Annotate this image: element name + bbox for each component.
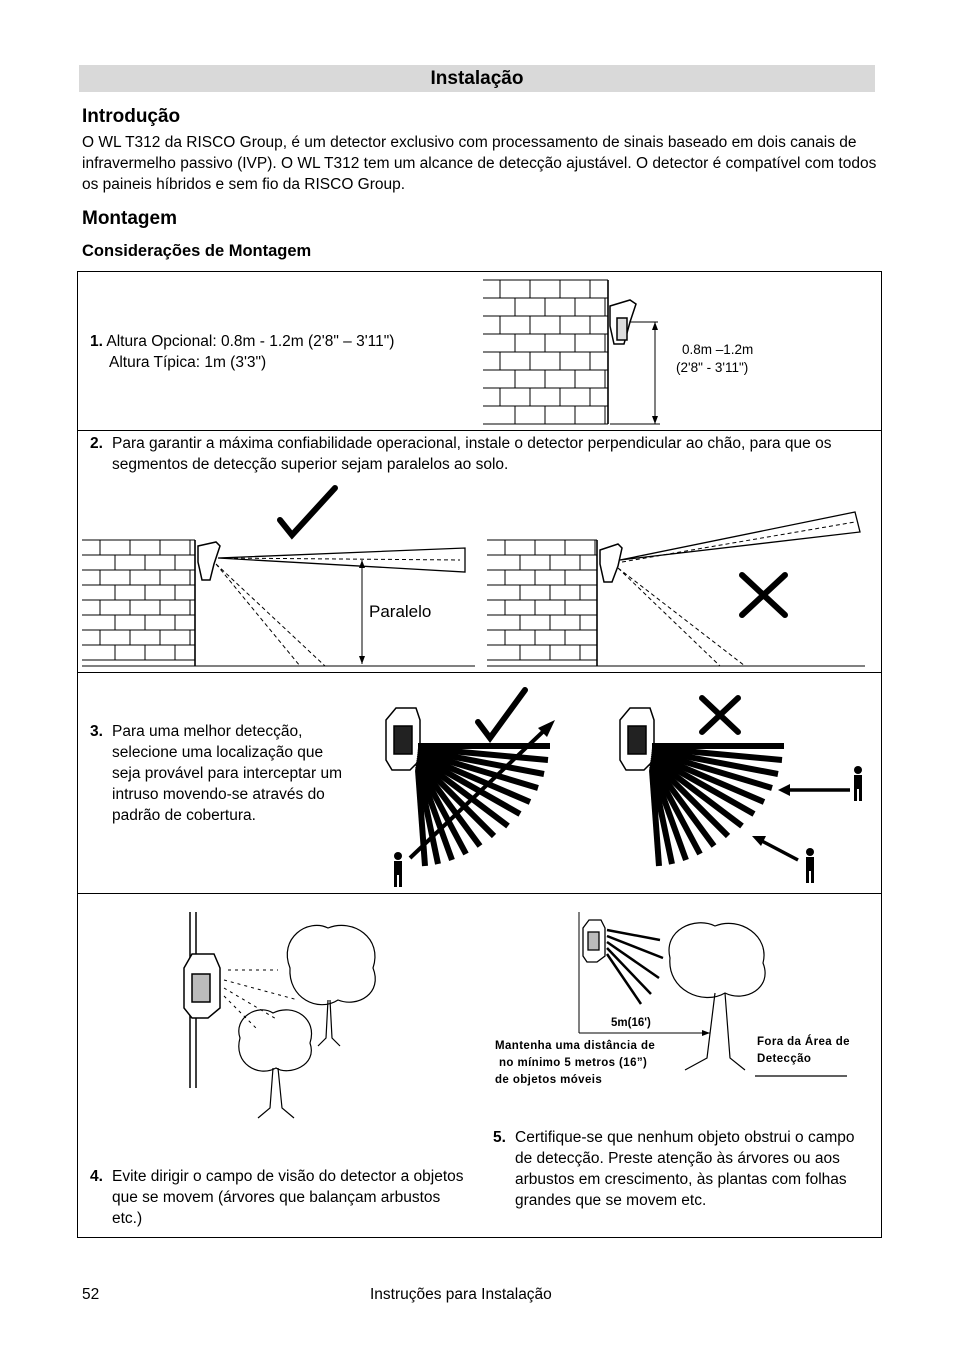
item-5-text: Certifique-se que nenhum objeto obstrui o campo de detecção. Preste atenção às árvores ou aos arbustos em crescimento, às plantas com folhas grandes que se movem etc. (515, 1129, 855, 1209)
keep-distance-line-1: Mantenha uma distância de (495, 1040, 656, 1052)
mounting-heading: Montagem (82, 208, 177, 229)
item-2 (90, 433, 870, 475)
row-divider (77, 893, 882, 894)
trees-figure (178, 908, 398, 1128)
out-of-area-note (757, 1034, 850, 1068)
item-1-line-2: Altura Típica: 1m (3'3") (109, 354, 267, 371)
left-wall (82, 540, 195, 666)
item-3-text: Para uma melhor detecção, selecione uma localização que seja provável para interceptar um intruso movendo-se através do padrão de cobertura. (112, 723, 343, 824)
distance-label: 5m(16') (611, 1017, 651, 1029)
item-1-line-1: Altura Opcional: 0.8m - 1.2m (2'8" – 3'11") (106, 333, 395, 350)
intruder-icon (806, 848, 814, 883)
out-of-area-line-2: Detecção (757, 1053, 812, 1065)
detector-icon (620, 708, 654, 770)
intro-heading: Introdução (82, 106, 181, 127)
detector-icon (184, 954, 220, 1018)
item-5 (493, 1127, 863, 1211)
tree-icon (239, 1010, 312, 1118)
height-label-imperial: (2'8" - 3'11") (676, 360, 749, 375)
item-5-number: 5. (493, 1129, 506, 1146)
tree-icon (287, 925, 375, 1046)
out-of-area-line-1: Fora da Área de (757, 1036, 850, 1048)
item-3 (90, 721, 350, 826)
section-title: Instalação (79, 65, 875, 92)
detector-icon (600, 544, 622, 582)
footer-title: Instruções para Instalação (370, 1286, 552, 1303)
detector-icon (583, 920, 605, 962)
item-2-text: Para garantir a máxima confiabilidade operacional, instale o detector perpendicular ao chão, para que os segmentos de detecção superior sejam paralelos ao solo. (112, 435, 832, 473)
coverage-fan-left (418, 746, 550, 866)
parallel-label: Paralelo (369, 602, 432, 621)
intruder-icon (394, 852, 402, 887)
cross-icon (742, 575, 785, 615)
detector-icon (386, 708, 420, 770)
item-4-number: 4. (90, 1168, 103, 1185)
item-3-number: 3. (90, 723, 103, 740)
row-divider (77, 672, 882, 673)
coverage-fan-right (652, 746, 784, 866)
item-2-number: 2. (90, 435, 103, 452)
check-icon (478, 690, 525, 738)
detector-icon (198, 542, 220, 580)
right-wall (487, 540, 597, 666)
mounting-subheading: Considerações de Montagem (82, 242, 312, 260)
keep-distance-line-3: de objetos móveis (495, 1074, 603, 1086)
intro-text: O WL T312 da RISCO Group, é um detector exclusivo com processamento de sinais baseado em dois canais de infravermelho passivo (IVP). O WL T312 tem um alcance de detecção ajustável. O detector é compatível com todos os paineis híbridos e sem fio da RISCO Group. (82, 134, 877, 193)
item-1-number: 1. (90, 333, 103, 350)
tree-icon (669, 923, 765, 1070)
height-label-metric: 0.8m –1.2m (682, 342, 754, 357)
perpendicular-figure (80, 480, 870, 670)
brick-wall (483, 280, 608, 424)
row-divider (77, 430, 882, 431)
item-4 (90, 1166, 470, 1229)
cross-icon (702, 698, 738, 732)
page-number: 52 (82, 1286, 100, 1303)
item-1 (90, 331, 394, 373)
coverage-figure (380, 680, 880, 890)
check-icon (280, 488, 335, 535)
item-4-text: Evite dirigir o campo de visão do detector a objetos que se movem (árvores que balançam arbustos etc.) (112, 1168, 464, 1227)
keep-distance-note (495, 1038, 655, 1089)
height-label (676, 341, 754, 377)
intruder-icon (854, 766, 862, 801)
keep-distance-line-2: no mínimo 5 metros (16”) (499, 1057, 648, 1069)
